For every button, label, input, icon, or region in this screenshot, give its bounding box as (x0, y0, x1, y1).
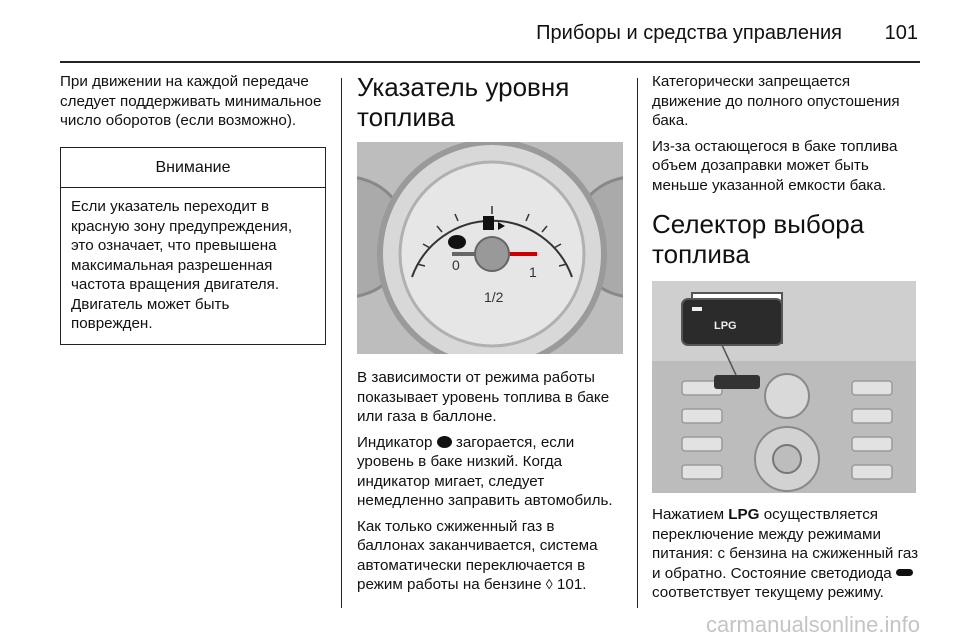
auto-switch-paragraph: Как только сжиженный газ в баллонах заканчивается, система автоматически переключается в режим работы на бензине ◊ 101. (357, 517, 598, 593)
fuel-selector-illustration (652, 281, 916, 493)
low-fuel-paragraph: Индикатор загорается, если уровень в баке низкий. Когда индикатор мигает, следует немедленно заправить автомобиль. (357, 433, 613, 509)
header-rule (60, 61, 920, 63)
column-1 (60, 72, 326, 345)
column-divider (637, 78, 638, 608)
warning-heading: Внимание (61, 148, 325, 189)
fuel-gauge-figure (357, 142, 623, 354)
intro-paragraph: При движении на каждой передаче следует поддерживать минимальное число оборотов (если возможно). (60, 73, 322, 129)
watermark: carmanualsonline.info (705, 612, 920, 637)
column-2 (357, 72, 623, 601)
page-header (0, 0, 960, 62)
column-divider (341, 78, 342, 608)
lpg-button-paragraph: Нажатием LPG осуществляется переключение между режимами питания: с бензина на сжиженный газ и обратно. Состояние светодиода соответствует текущему режиму. (652, 506, 919, 601)
page-reference-link[interactable]: 101. (556, 576, 587, 593)
lpg-button-label: LPG (714, 320, 737, 332)
gauge-label-half: 1/2 (484, 289, 504, 305)
led-indicator-icon (896, 569, 913, 576)
fuel-gauge-heading: Указатель уровня топлива (357, 72, 570, 132)
page-reference-icon: ◊ (545, 576, 553, 592)
lpg-button-name: LPG (728, 506, 760, 523)
gauge-label-empty: 0 (452, 257, 460, 273)
gauge-label-full: 1 (529, 264, 537, 280)
fuel-selector-figure (652, 281, 916, 493)
fuel-gauge-illustration (357, 142, 623, 354)
empty-tank-paragraph: Категорически запрещается движение до полного опустошения бака. (652, 73, 900, 129)
warning-box (60, 147, 326, 345)
low-fuel-dot-icon (437, 436, 452, 448)
warning-text: Если указатель переходит в красную зону предупреждения, это означает, что превышена максимальная разрешенная частота вращения двигателя. Двигатель может быть поврежден. (71, 198, 293, 332)
refill-volume-paragraph: Из-за остающегося в баке топлива объем дозаправки может быть меньше указанной емкости бака. (652, 137, 898, 194)
header-title: Приборы и средства управления (536, 22, 842, 44)
page-number: 101 (884, 22, 918, 44)
fuel-selector-heading: Селектор выбора топлива (652, 209, 865, 269)
column-3 (652, 72, 922, 609)
gauge-description: В зависимости от режима работы показывает уровень топлива в баке или газа в баллоне. (357, 369, 610, 425)
